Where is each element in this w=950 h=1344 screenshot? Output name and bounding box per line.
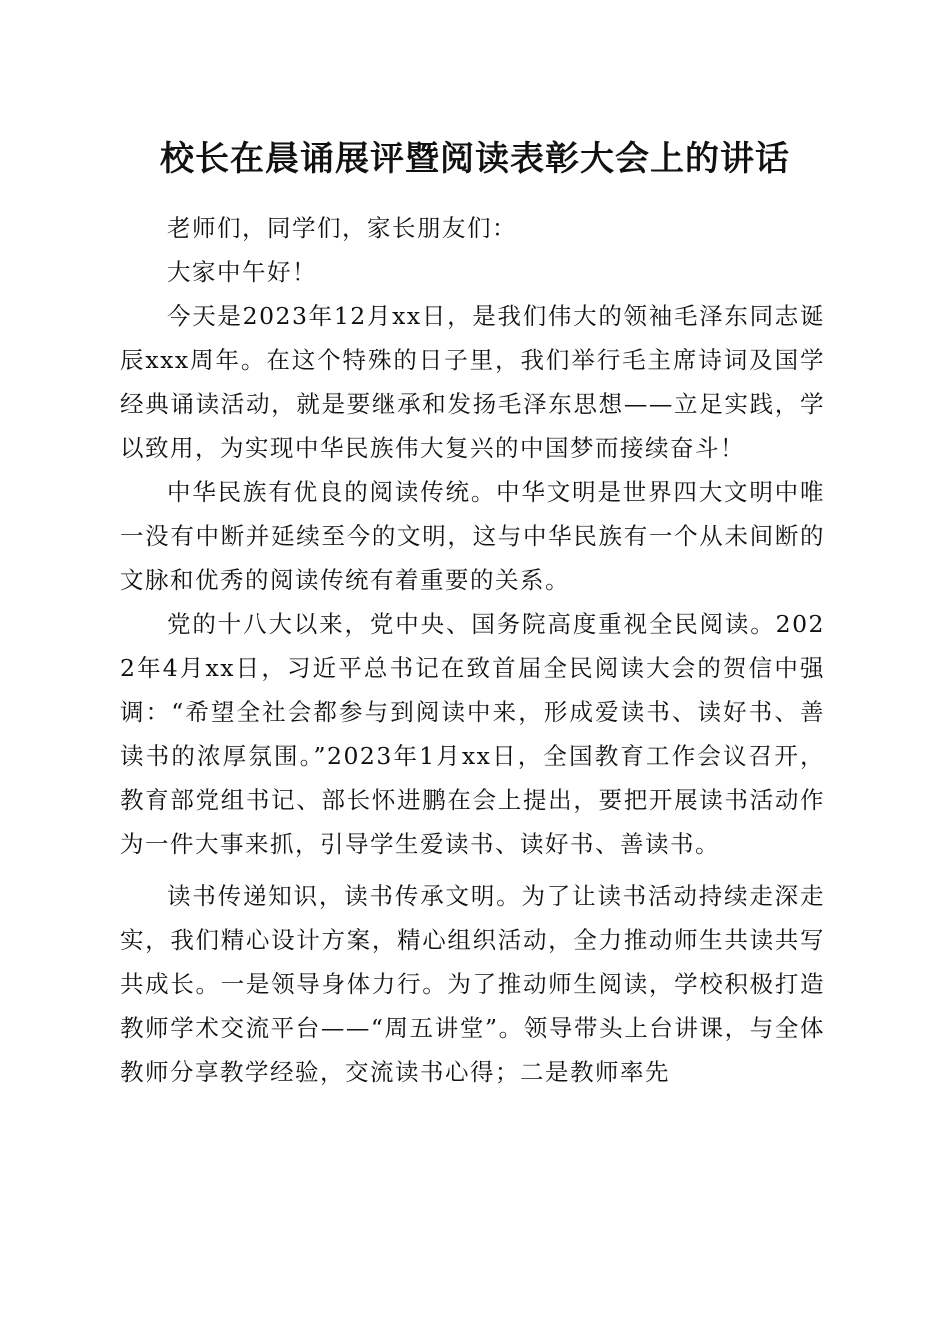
paragraph-anniversary: 今天是2023年12月xx日，是我们伟大的领袖毛泽东同志诞辰xxx周年。在这个特殊的日子里，我们举行毛主席诗词及国学经典诵读活动，就是要继承和发扬毛泽东思想——立足实践，学以致用，为实现中华民族伟大复兴的中国梦而接续奋斗！ <box>120 302 825 462</box>
paragraph-salutation: 老师们，同学们，家长朋友们： <box>167 214 517 242</box>
paragraph-school-actions: 读书传递知识，读书传承文明。为了让读书活动持续走深走实，我们精心设计方案，精心组织活动，全力推动师生共读共写共成长。一是领导身体力行。为了推动师生阅读，学校积极打造教师学术交流平台——“周五讲堂”。领导带头上台讲课，与全体教师分享教学经验，交流读书心得；二是教师率先 <box>120 882 825 1086</box>
document-body <box>120 206 825 1094</box>
paragraph-national-reading: 党的十八大以来，党中央、国务院高度重视全民阅读。2022年4月xx日，习近平总书记在致首届全民阅读大会的贺信中强调：“希望全社会都参与到阅读中来，形成爱读书、读好书、善读书的浓厚氛围。”2023年1月xx日，全国教育工作会议召开，教育部党组书记、部长怀进鹏在会上提出，要把开展读书活动作为一件大事来抓，引导学生爱读书、读好书、善读书。 <box>120 610 825 858</box>
document-title: 校长在晨诵展评暨阅读表彰大会上的讲话 <box>160 139 790 179</box>
paragraph-reading-tradition: 中华民族有优良的阅读传统。中华文明是世界四大文明中唯一没有中断并延续至今的文明，这与中华民族有一个从未间断的文脉和优秀的阅读传统有着重要的关系。 <box>120 478 825 594</box>
paragraph-greeting: 大家中午好！ <box>167 258 317 286</box>
